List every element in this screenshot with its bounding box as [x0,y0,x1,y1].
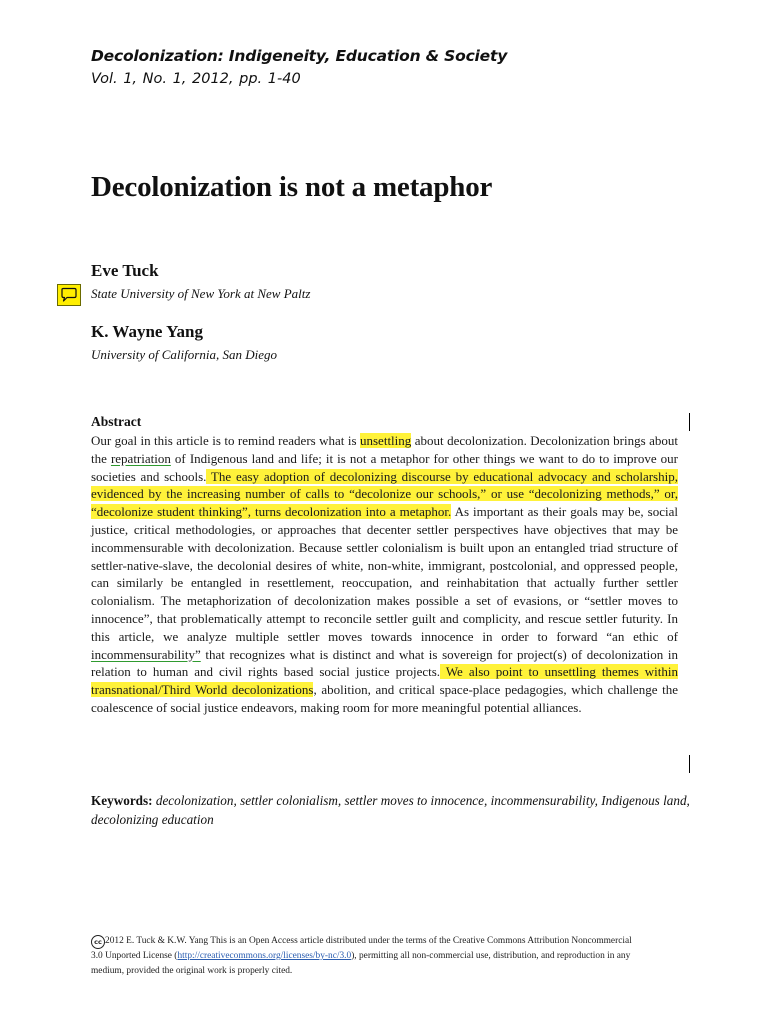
abstract-heading: Abstract [91,414,142,429]
abstract-text: of Indigenous land and life; it is not a metaphor for other things we want to do to improve our societies and schools. [91,450,679,484]
abstract-text: about decolonization. Decolonization brings about the [91,433,678,466]
highlighted-text: unsettling [360,433,412,448]
author-affiliation: State University of New York at New Paltz [91,286,311,301]
keywords-text: decolonization, settler colonialism, settler moves to innocence, incommensurability, Indigenous land, decolonizing education [91,793,690,827]
article-title: Decolonization is not a metaphor [91,171,493,203]
license-text: 2012 E. Tuck & K.W. Yang This is an Open Access article distributed under the terms of the Creative Commons Attribution Noncommercial 3.0 Unported License ( [91,936,632,961]
abstract-text: As important as their goals may be, social justice, critical methodologies, or approaches that decenter settler perspectives have objectives that may be incommensurable with decolonization. Because settler colonialism is built upon an entangled triad structure of settler-native-slave, the decolonial desires of white, non-white, immigrant, postcolonial, and oppressed people, can similarly be entangled in resettlement, reoccupation, and reinhabitation that actually further settler colonialism. The metaphorization of decolonization makes possible a set of evasions, or “settler moves to innocence”, that problematically attempt to reconcile settler guilt and complicity, and rescue settler futurity. In this article, we analyze multiple settler moves towards innocence in order to forward “an ethic of [91,504,679,644]
highlighted-text: We also point to unsettling themes within transnational/Third World decolonizations [91,664,678,698]
license-notice [91,934,636,978]
abstract-text: Our goal in this article is to remind readers what is [91,433,360,448]
comment-note-icon[interactable] [57,284,81,306]
highlighted-text: The easy adoption of decolonizing discourse by educational advocacy and scholarship, evidenced by the increasing number of calls to “decolonize our schools,” or use “decolonizing methods,” or, “decolonize student thinking”, turns decolonization into a metaphor. [91,468,678,520]
creative-commons-icon: cc [91,935,105,949]
journal-name: Decolonization: Indigeneity, Education & Society [91,47,508,65]
volume-info: Vol. 1, No. 1, 2012, pp. 1-40 [91,71,301,87]
author-affiliation: University of California, San Diego [91,347,277,362]
underlined-text: repatriation [110,450,171,466]
text-cursor-mark [689,413,690,431]
keywords-label: Keywords: [91,793,153,808]
abstract-text: that recognizes what is distinct and what is sovereign for project(s) of decolonization in relation to human and civil rights based social justice projects. [91,646,678,680]
keywords [91,791,691,829]
text-cursor-mark [689,755,690,773]
abstract-body [91,432,678,717]
author-name: K. Wayne Yang [91,322,203,341]
underlined-text: incommensurability” [91,646,201,662]
author-name: Eve Tuck [91,261,159,280]
license-link[interactable]: http://creativecommons.org/licenses/by-nc/3.0 [177,951,352,961]
abstract-text: , abolition, and critical space-place pedagogies, which challenge the coalescence of social justice endeavors, making room for more meaningful potential alliances. [91,682,678,715]
license-text-end: ), permitting all non-commercial use, distribution, and reproduction in any medium, provided the original work is properly cited. [91,951,631,976]
